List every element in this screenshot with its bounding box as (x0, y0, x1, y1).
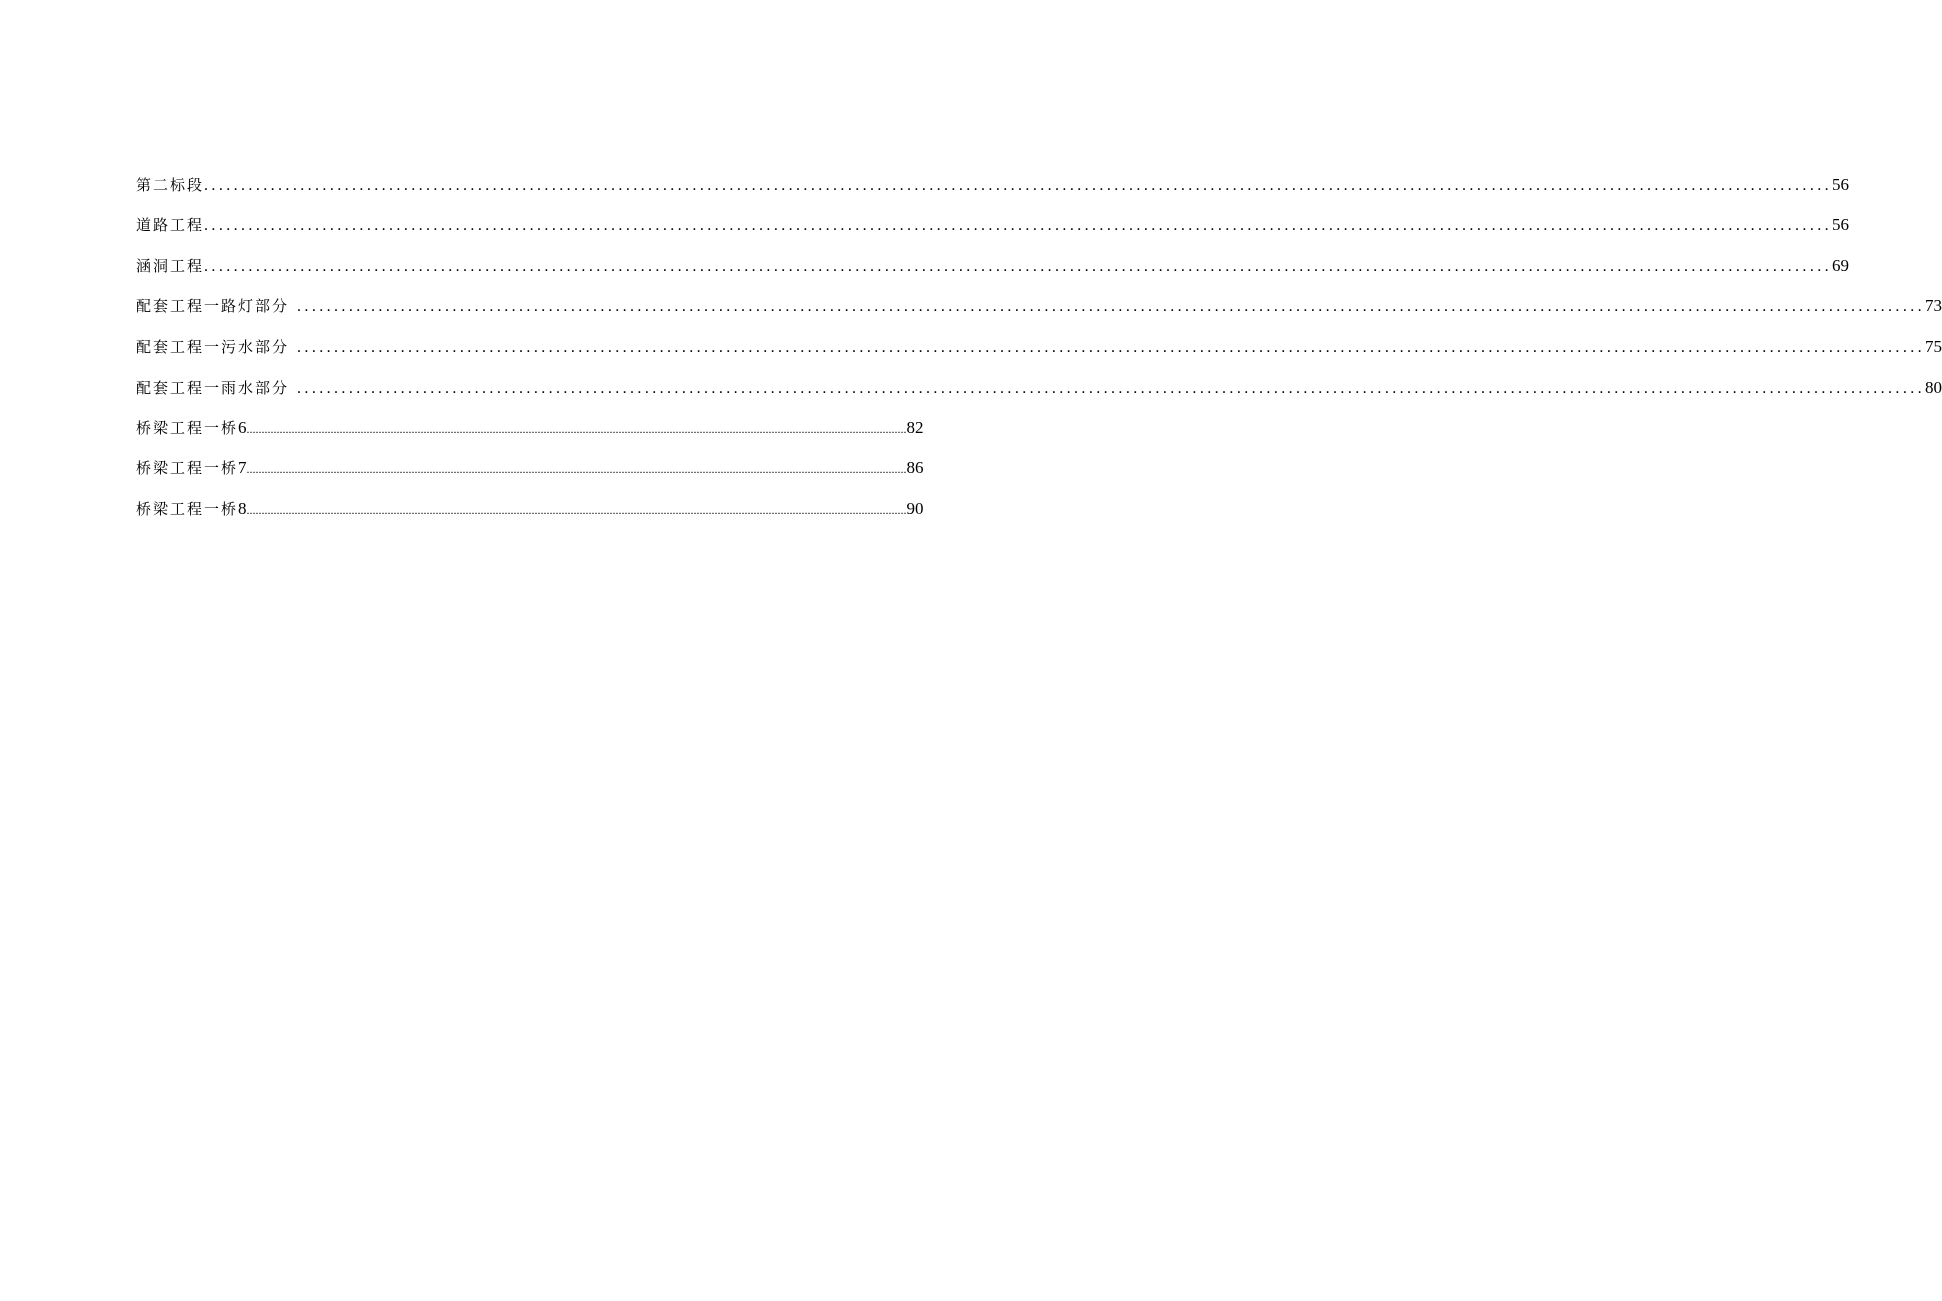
toc-page-number: 86 (906, 458, 924, 477)
toc-entry-title: 桥梁工程一桥 (136, 459, 239, 477)
toc-dot-leader: ............................................................................................................................................................................................................................ (297, 298, 1926, 315)
toc-page-number: 73 (1925, 296, 1942, 315)
toc-dot-leader: ............................................................................................................................................................................................................................ (297, 339, 1926, 356)
toc-entry-street-lighting[interactable] (136, 291, 1942, 321)
toc-page-number: 82 (906, 418, 924, 437)
toc-page-number: 80 (1925, 378, 1942, 397)
toc-entry-number: 7 (238, 458, 247, 477)
toc-dot-leader: ............................................................................................................................................................................................................................ (246, 503, 907, 517)
toc-entry-title: 道路工程 (136, 216, 205, 234)
toc-entry-sewage[interactable] (136, 332, 1942, 362)
toc-entry-number: 6 (238, 418, 247, 437)
toc-entry-title: 配套工程一路灯部分 (136, 297, 290, 315)
toc-dot-leader: ............................................................................................................................................................................................................................ (246, 422, 907, 436)
toc-page-number: 56 (1832, 215, 1850, 234)
toc-dot-leader: ............................................................................................................................................................................................................................ (204, 217, 1833, 234)
toc-entry-title: 涵洞工程 (136, 257, 205, 275)
toc-entry-bridge-8[interactable] (136, 494, 924, 524)
toc-entry-road-works[interactable] (136, 210, 1850, 240)
toc-page-number: 69 (1832, 256, 1850, 275)
toc-entry-bridge-7[interactable] (136, 453, 924, 483)
toc-entry-title: 桥梁工程一桥 (136, 500, 239, 518)
toc-dot-leader: ............................................................................................................................................................................................................................ (204, 177, 1833, 194)
toc-entry-title: 第二标段 (136, 176, 205, 194)
toc-dot-leader: ............................................................................................................................................................................................................................ (204, 258, 1833, 275)
toc-entry-title: 配套工程一雨水部分 (136, 379, 290, 397)
toc-entry-culvert-works[interactable] (136, 251, 1850, 281)
toc-page-number: 75 (1925, 337, 1942, 356)
toc-entry-number: 8 (238, 499, 247, 518)
toc-entry-section-2[interactable] (136, 170, 1850, 200)
toc-entry-title: 桥梁工程一桥 (136, 419, 239, 437)
toc-dot-leader: ............................................................................................................................................................................................................................ (297, 380, 1926, 397)
toc-page-number: 56 (1832, 175, 1850, 194)
toc-dot-leader: ............................................................................................................................................................................................................................ (246, 462, 907, 476)
toc-entry-rainwater[interactable] (136, 373, 1942, 403)
toc-entry-bridge-6[interactable] (136, 413, 924, 443)
toc-entry-title: 配套工程一污水部分 (136, 338, 290, 356)
toc-page-number: 90 (906, 499, 924, 518)
